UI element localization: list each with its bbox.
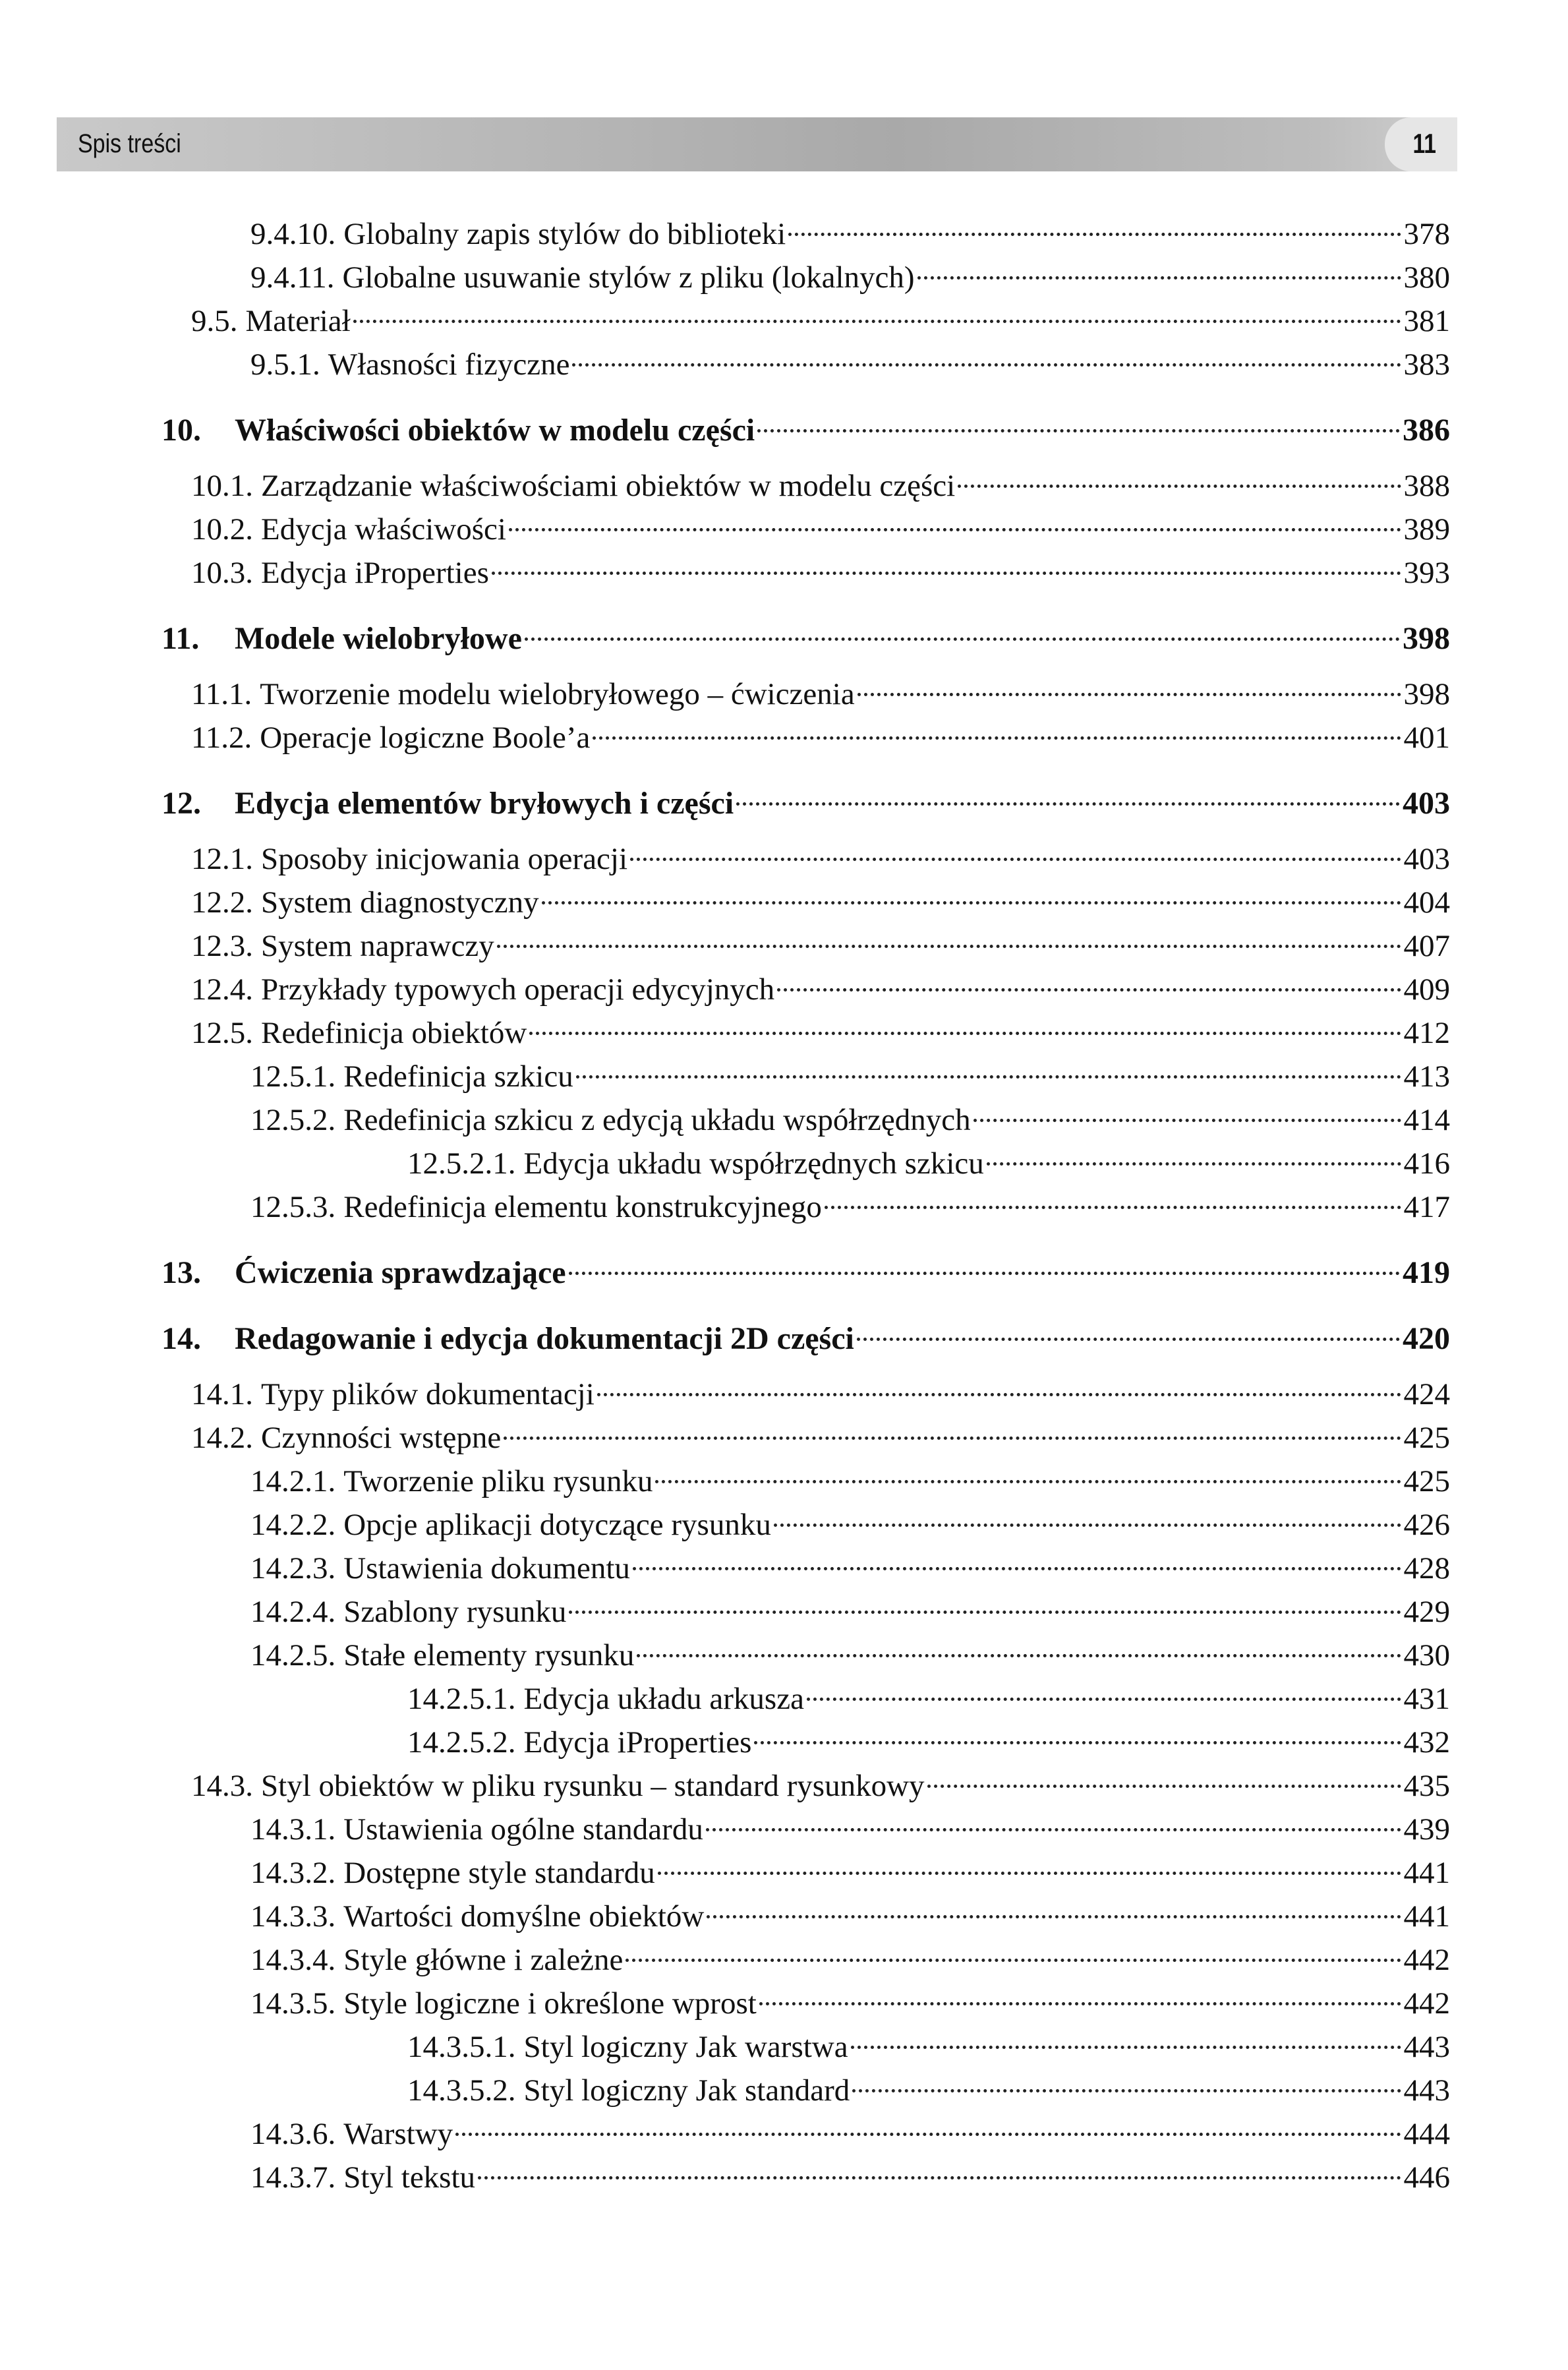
entry-number: 14.3.5.1.: [407, 2030, 516, 2064]
entry-title: Edycja właściwości: [261, 512, 506, 547]
toc-entry: [0, 837, 1450, 881]
dot-leader: [525, 637, 1400, 641]
toc-entry: [0, 1938, 1450, 1982]
entry-title: Ustawienia ogólne standardu: [343, 1812, 703, 1847]
dot-leader: [788, 233, 1401, 236]
entry-number: 14.2.5.1.: [407, 1682, 516, 1716]
entry-page: 431: [1403, 1682, 1450, 1716]
dot-leader: [825, 1206, 1401, 1209]
toc-entry: [0, 1185, 1450, 1229]
dot-leader: [509, 528, 1401, 531]
running-header: [57, 117, 1457, 171]
dot-leader: [973, 1119, 1401, 1122]
entry-number: 14.3.2.: [250, 1856, 336, 1890]
entry-number: 9.5.1.: [250, 347, 320, 382]
entry-title: Edycja iProperties: [523, 1725, 752, 1760]
toc-chapter-entry: [0, 409, 1450, 452]
dot-leader: [754, 1741, 1401, 1744]
entry-page: 409: [1403, 972, 1450, 1007]
entry-page: 378: [1403, 217, 1450, 251]
dot-leader: [707, 1915, 1401, 1918]
entry-page: 412: [1403, 1016, 1450, 1050]
entry-number: 9.4.10.: [250, 217, 336, 251]
dot-leader: [655, 1480, 1401, 1483]
entry-number: 12.5.: [191, 1016, 253, 1050]
entry-number: 14.3.7.: [250, 2160, 336, 2195]
dot-leader: [774, 1524, 1401, 1527]
entry-number: 12.5.2.: [250, 1103, 336, 1137]
dot-leader: [593, 736, 1401, 740]
toc-entry: [0, 1416, 1450, 1460]
entry-page: 435: [1403, 1769, 1450, 1803]
entry-page: 403: [1403, 842, 1450, 876]
dot-leader: [807, 1698, 1401, 1701]
entry-page: 401: [1403, 721, 1450, 755]
entry-title: Styl logiczny Jak standard: [523, 2073, 850, 2108]
toc-entry: [0, 2112, 1450, 2156]
dot-leader: [759, 2002, 1401, 2005]
dot-leader: [958, 485, 1401, 488]
entry-page: 420: [1403, 1321, 1450, 1356]
dot-leader: [497, 945, 1401, 948]
entry-page: 441: [1403, 1899, 1450, 1934]
dot-leader: [777, 988, 1401, 992]
entry-title: System naprawczy: [261, 929, 494, 963]
entry-title: Globalne usuwanie stylów z pliku (lokalnych): [342, 260, 915, 295]
dot-leader: [987, 1162, 1401, 1166]
toc-entry: [0, 299, 1450, 343]
entry-title: Redagowanie i edycja dokumentacji 2D części: [235, 1321, 854, 1356]
entry-number: 14.3.5.: [250, 1986, 336, 2021]
entry-title: Modele wielobryłowe: [235, 621, 522, 656]
entry-page: 380: [1403, 260, 1450, 295]
toc-entry: [0, 1055, 1450, 1098]
toc-entry: [0, 2025, 1450, 2069]
toc-entry: [0, 551, 1450, 595]
entry-page: 419: [1403, 1255, 1450, 1290]
entry-number: 12.2.: [191, 885, 253, 920]
entry-title: Warstwy: [343, 2117, 453, 2151]
dot-leader: [658, 1872, 1401, 1875]
entry-number: 10.3.: [191, 556, 253, 590]
entry-number: 12.1.: [191, 842, 253, 876]
entry-number: 10.: [161, 413, 201, 448]
entry-title: Styl tekstu: [343, 2160, 476, 2195]
entry-title: Stałe elementy rysunku: [343, 1638, 635, 1673]
dot-leader: [857, 693, 1401, 696]
entry-number: 12.3.: [191, 929, 253, 963]
toc-entry: [0, 924, 1450, 968]
entry-page: 388: [1403, 469, 1450, 503]
dot-leader: [529, 1032, 1401, 1035]
entry-page: 386: [1403, 413, 1450, 448]
entry-page: 425: [1403, 1464, 1450, 1498]
entry-title: Zarządzanie właściwościami obiektów w modelu części: [261, 469, 956, 503]
dot-leader: [478, 2176, 1401, 2179]
entry-title: Ćwiczenia sprawdzające: [235, 1255, 566, 1290]
toc-entry: [0, 716, 1450, 759]
toc-chapter-entry: [0, 782, 1450, 825]
entry-page: 441: [1403, 1856, 1450, 1890]
toc-entry: [0, 2069, 1450, 2112]
dot-leader: [637, 1654, 1401, 1657]
entry-title: Style główne i zależne: [343, 1943, 624, 1977]
entry-number: 14.3.4.: [250, 1943, 336, 1977]
dot-leader: [597, 1393, 1401, 1396]
entry-title: Styl logiczny Jak warstwa: [523, 2030, 848, 2064]
entry-number: 9.5.: [191, 304, 238, 338]
toc-chapter-entry: [0, 1317, 1450, 1361]
entry-number: 14.: [161, 1321, 201, 1356]
dot-leader: [542, 901, 1401, 904]
dot-leader: [492, 572, 1401, 575]
entry-title: Tworzenie pliku rysunku: [343, 1464, 653, 1498]
entry-page: 428: [1403, 1551, 1450, 1585]
entry-page: 429: [1403, 1595, 1450, 1629]
entry-page: 446: [1403, 2160, 1450, 2195]
dot-leader: [852, 2089, 1401, 2092]
entry-number: 12.5.3.: [250, 1190, 336, 1224]
toc-entry: [0, 881, 1450, 924]
entry-title: Własności fizyczne: [328, 347, 570, 382]
entry-title: Style logiczne i określone wprost: [343, 1986, 757, 2021]
dot-leader: [572, 363, 1401, 367]
toc-entry: [0, 1982, 1450, 2025]
entry-page: 414: [1403, 1103, 1450, 1137]
entry-title: Tworzenie modelu wielobryłowego – ćwiczenia: [260, 677, 855, 711]
page-number-tab: [1385, 117, 1457, 171]
toc-entry: [0, 1373, 1450, 1416]
dot-leader: [706, 1828, 1401, 1831]
entry-number: 14.2.2.: [250, 1508, 336, 1542]
entry-title: Opcje aplikacji dotyczące rysunku: [343, 1508, 771, 1542]
dot-leader: [917, 276, 1401, 280]
entry-title: Redefinicja szkicu z edycją układu współrzędnych: [343, 1103, 971, 1137]
entry-title: Wartości domyślne obiektów: [343, 1899, 705, 1934]
entry-page: 444: [1403, 2117, 1450, 2151]
entry-number: 14.2.: [191, 1421, 253, 1455]
entry-page: 442: [1403, 1943, 1450, 1977]
entry-page: 425: [1403, 1421, 1450, 1455]
entry-title: Sposoby inicjowania operacji: [261, 842, 628, 876]
dot-leader: [353, 320, 1401, 323]
dot-leader: [576, 1075, 1401, 1079]
entry-number: 14.3.: [191, 1769, 253, 1803]
toc-chapter-entry: [0, 617, 1450, 661]
toc-entry: [0, 1764, 1450, 1808]
entry-number: 14.2.4.: [250, 1595, 336, 1629]
entry-title: Redefinicja obiektów: [261, 1016, 527, 1050]
entry-title: Globalny zapis stylów do biblioteki: [343, 217, 786, 251]
entry-page: 381: [1403, 304, 1450, 338]
entry-page: 413: [1403, 1059, 1450, 1094]
entry-title: Ustawienia dokumentu: [343, 1551, 630, 1585]
entry-title: Szablony rysunku: [343, 1595, 567, 1629]
entry-title: Przykłady typowych operacji edycyjnych: [261, 972, 775, 1007]
entry-title: Dostępne style standardu: [343, 1856, 655, 1890]
toc-entry: [0, 343, 1450, 386]
dot-leader: [455, 2133, 1401, 2136]
dot-leader: [857, 1338, 1400, 1341]
toc-entry: [0, 508, 1450, 551]
dot-leader: [569, 1611, 1401, 1614]
entry-number: 10.2.: [191, 512, 253, 547]
section-title: Spis treści: [78, 129, 181, 158]
entry-number: 14.2.5.2.: [407, 1725, 516, 1760]
toc-entry: [0, 672, 1450, 716]
toc-entry: [0, 1590, 1450, 1634]
toc-entry: [0, 1721, 1450, 1764]
toc-entry: [0, 1851, 1450, 1895]
entry-number: 14.2.5.: [250, 1638, 336, 1673]
entry-title: Edycja układu współrzędnych szkicu: [523, 1146, 984, 1181]
toc-entry: [0, 1547, 1450, 1590]
entry-page: 432: [1403, 1725, 1450, 1760]
entry-page: 398: [1403, 677, 1450, 711]
toc-entry: [0, 2156, 1450, 2199]
entry-page: 417: [1403, 1190, 1450, 1224]
toc-entry: [0, 1808, 1450, 1851]
toc-entry: [0, 1503, 1450, 1547]
entry-number: 10.1.: [191, 469, 253, 503]
entry-number: 14.2.1.: [250, 1464, 336, 1498]
toc-entry: [0, 1895, 1450, 1938]
dot-leader: [927, 1785, 1401, 1788]
entry-title: Redefinicja elementu konstrukcyjnego: [343, 1190, 822, 1224]
toc-entry: [0, 212, 1450, 256]
entry-page: 439: [1403, 1812, 1450, 1847]
dot-leader: [569, 1272, 1400, 1275]
toc-chapter-entry: [0, 1251, 1450, 1295]
entry-page: 407: [1403, 929, 1450, 963]
entry-number: 14.3.3.: [250, 1899, 336, 1934]
entry-page: 404: [1403, 885, 1450, 920]
entry-page: 393: [1403, 556, 1450, 590]
entry-page: 403: [1403, 786, 1450, 821]
page-number: 11: [1412, 128, 1436, 159]
toc-entry: [0, 1011, 1450, 1055]
toc-entry: [0, 968, 1450, 1011]
entry-number: 14.3.5.2.: [407, 2073, 516, 2108]
entry-title: Redefinicja szkicu: [343, 1059, 573, 1094]
entry-page: 443: [1403, 2030, 1450, 2064]
toc-entry: [0, 1142, 1450, 1185]
entry-title: Czynności wstępne: [261, 1421, 502, 1455]
toc-entry: [0, 464, 1450, 508]
toc-entry: [0, 1098, 1450, 1142]
dot-leader: [625, 1959, 1401, 1962]
dot-leader: [504, 1437, 1401, 1440]
entry-page: 443: [1403, 2073, 1450, 2108]
entry-number: 11.2.: [191, 721, 252, 755]
entry-title: Edycja iProperties: [261, 556, 489, 590]
entry-number: 12.5.2.1.: [407, 1146, 516, 1181]
entry-page: 442: [1403, 1986, 1450, 2021]
dot-leader: [633, 1567, 1401, 1570]
entry-number: 11.: [161, 621, 200, 656]
entry-title: Typy plików dokumentacji: [261, 1377, 595, 1411]
entry-number: 9.4.11.: [250, 260, 335, 295]
entry-number: 12.4.: [191, 972, 253, 1007]
dot-leader: [851, 2046, 1401, 2049]
entry-page: 389: [1403, 512, 1450, 547]
entry-number: 14.1.: [191, 1377, 253, 1411]
toc-entry: [0, 1634, 1450, 1677]
entry-title: Materiał: [245, 304, 351, 338]
entry-number: 14.3.6.: [250, 2117, 336, 2151]
entry-number: 11.1.: [191, 677, 252, 711]
toc-entry: [0, 1677, 1450, 1721]
entry-page: 398: [1403, 621, 1450, 656]
entry-page: 426: [1403, 1508, 1450, 1542]
entry-title: Operacje logiczne Boole’a: [260, 721, 591, 755]
entry-page: 430: [1403, 1638, 1450, 1673]
table-of-contents: [0, 212, 1450, 2199]
entry-number: 12.: [161, 786, 201, 821]
entry-page: 383: [1403, 347, 1450, 382]
entry-number: 14.2.3.: [250, 1551, 336, 1585]
entry-number: 13.: [161, 1255, 201, 1290]
dot-leader: [630, 858, 1401, 861]
dot-leader: [736, 802, 1400, 806]
toc-entry: [0, 1460, 1450, 1503]
entry-number: 14.3.1.: [250, 1812, 336, 1847]
dot-leader: [757, 429, 1400, 432]
entry-title: Styl obiektów w pliku rysunku – standard rysunkowy: [261, 1769, 925, 1803]
toc-entry: [0, 256, 1450, 299]
entry-title: Właściwości obiektów w modelu części: [235, 413, 755, 448]
entry-page: 424: [1403, 1377, 1450, 1411]
entry-title: Edycja elementów bryłowych i części: [235, 786, 734, 821]
entry-number: 12.5.1.: [250, 1059, 336, 1094]
entry-title: System diagnostyczny: [261, 885, 539, 920]
entry-page: 416: [1403, 1146, 1450, 1181]
entry-title: Edycja układu arkusza: [523, 1682, 804, 1716]
